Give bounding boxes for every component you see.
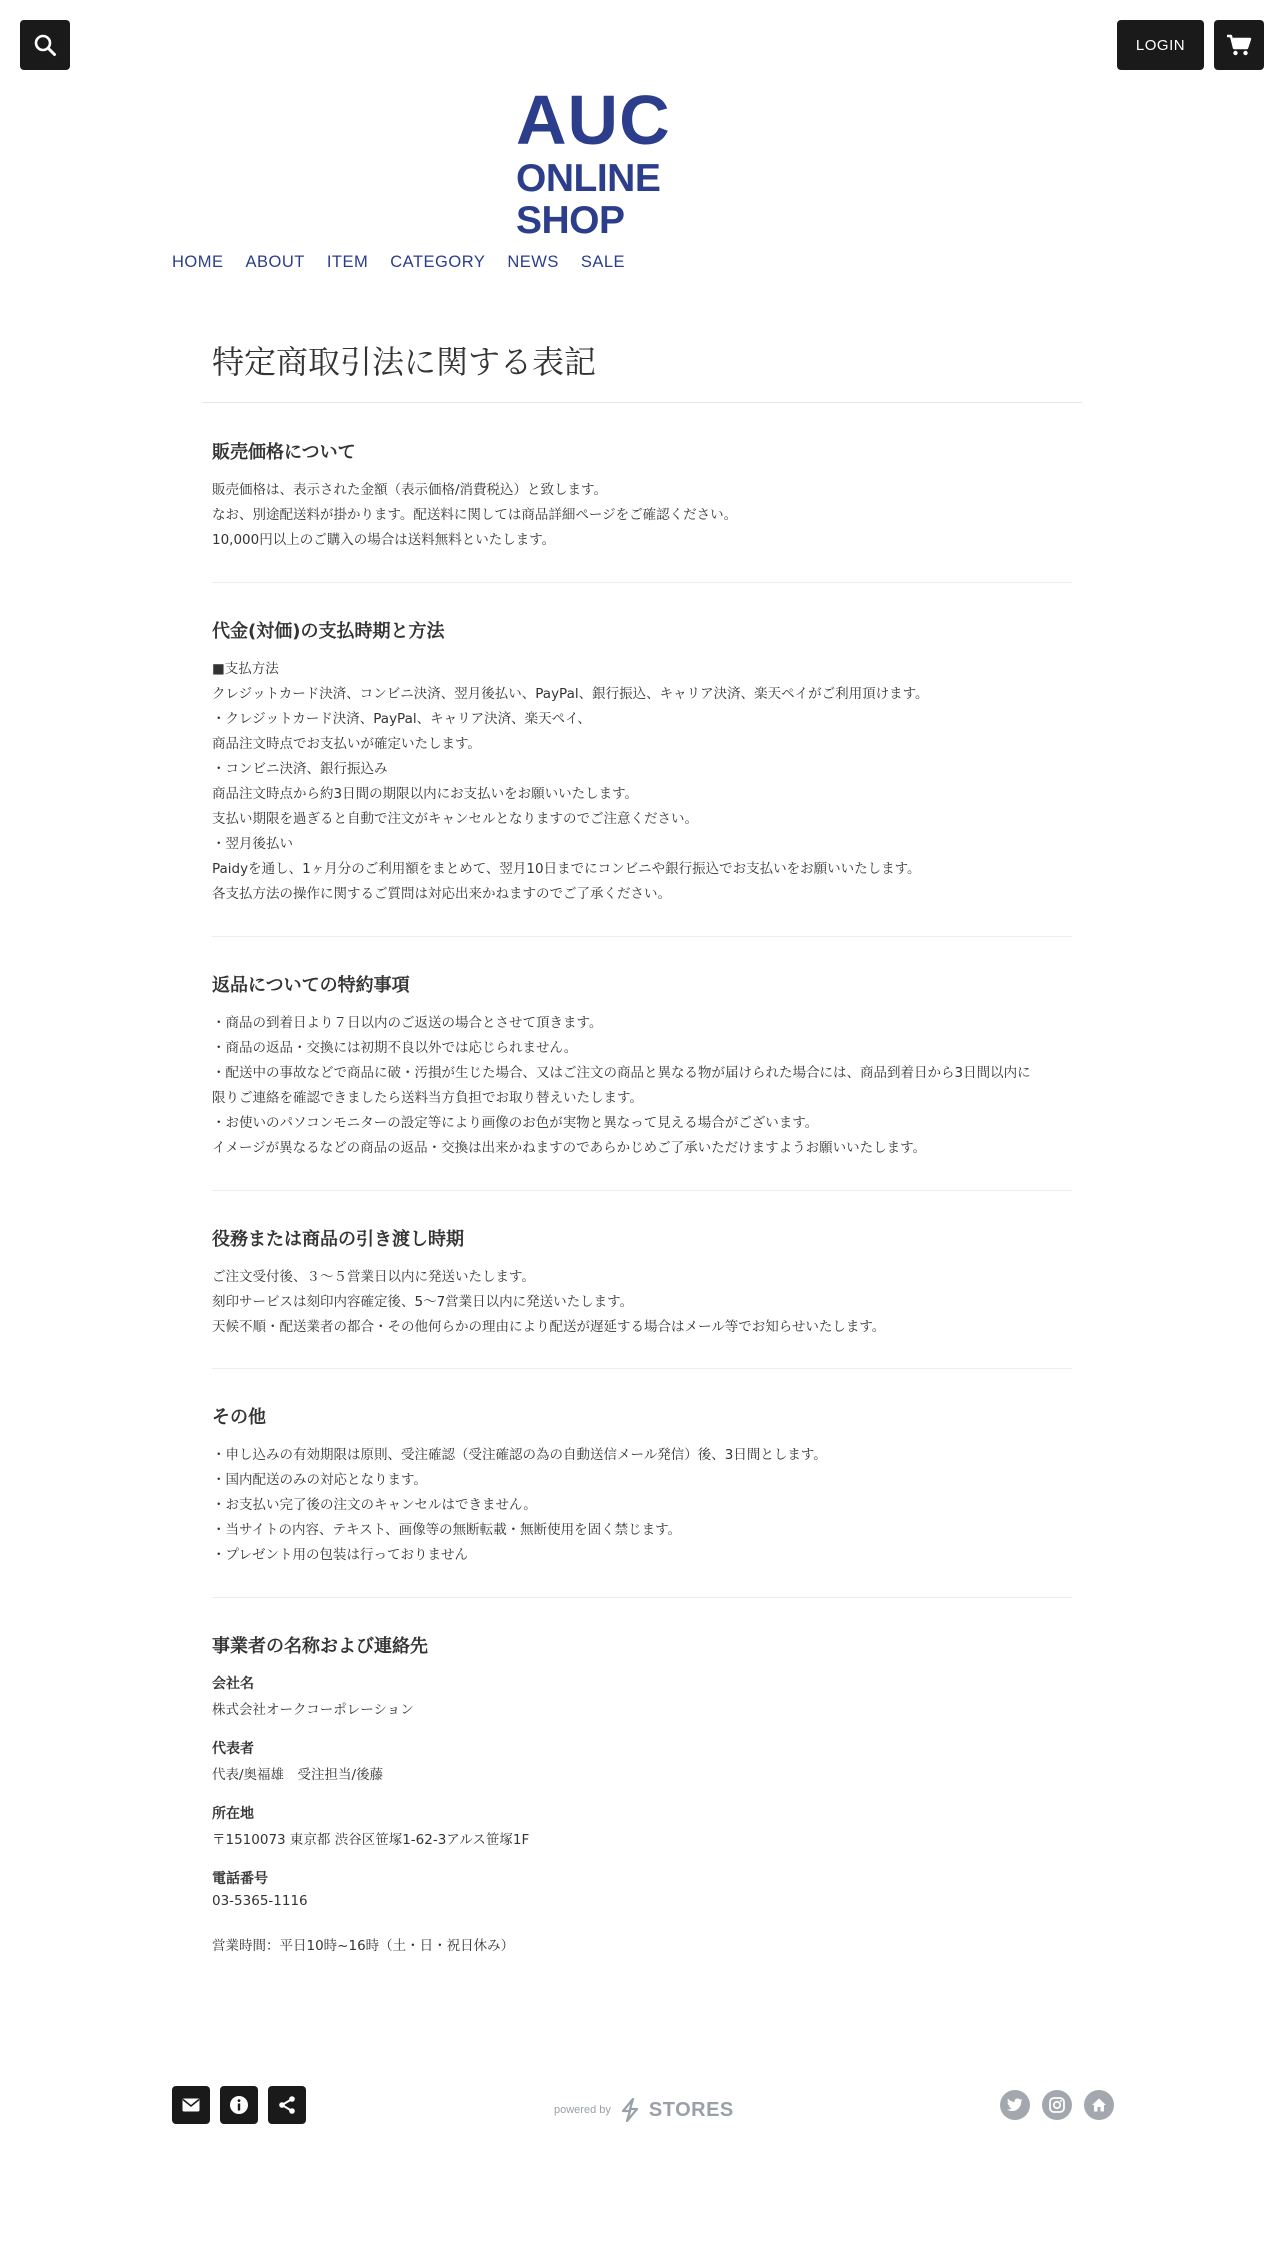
section-heading: 返品についての特約事項 (212, 975, 410, 996)
page-title: 特定商取引法に関する表記 (212, 343, 597, 381)
title-divider (202, 402, 1082, 403)
section-line: ・お支払い完了後の注文のキャンセルはできません。 (212, 1497, 537, 1513)
section-line: ・配送中の事故などで商品に破・汚損が生じた場合、又はご注文の商品と異なる物が届けられた場合には、商品到着日から3日間以内に (212, 1065, 1031, 1081)
section-line: ・お使いのパソコンモニターの設定等により画像のお色が実物と異なって見える場合がございます。 (212, 1115, 819, 1131)
info-icon (229, 2095, 249, 2115)
stores-brand: STORES (648, 2098, 734, 2121)
section-line: ・商品の到着日より７日以内のご返送の場合とさせて頂きます。 (212, 1015, 603, 1031)
section-line: ■支払方法 (212, 661, 279, 677)
phone-label: 電話番号 (212, 1871, 268, 1887)
nav-item[interactable]: ITEM (326, 253, 369, 271)
home-link[interactable] (1084, 2090, 1114, 2120)
shop-logo[interactable] (516, 81, 776, 242)
mail-button[interactable] (172, 2086, 210, 2124)
section-line: 販売価格は、表示された金額（表示価格/消費税込）と致します。 (212, 482, 607, 498)
section-line: クレジットカード決済、コンビニ決済、翌月後払い、PayPal、銀行振込、キャリア決済、楽天ペイがご利用頂けます。 (212, 686, 929, 702)
representative-value: 代表/奥福雄 受注担当/後藤 (212, 1767, 384, 1783)
address-value: 〒1510073 東京都 渋谷区笹塚1-62-3アルス笹塚1F (212, 1832, 530, 1848)
section-line: イメージが異なるなどの商品の返品・交換は出来かねますのであらかじめご了承いただけますようお願いいたします。 (212, 1140, 927, 1156)
section-line: 限りご連絡を確認できましたら送料当方負担でお取り替えいたします。 (212, 1090, 643, 1106)
stores-logo-icon (619, 2097, 641, 2123)
business-hours: 営業時間：平日10時~16時（土・日・祝日休み） (212, 1938, 515, 1954)
section-line: 刻印サービスは刻印内容確定後、5～7営業日以内に発送いたします。 (212, 1294, 634, 1310)
section-line: ・クレジットカード決済、PayPal、キャリア決済、楽天ペイ、 (212, 711, 591, 727)
section-line: ご注文受付後、３～５営業日以内に発送いたします。 (212, 1269, 535, 1285)
nav-home[interactable]: HOME (172, 253, 224, 271)
cart-icon (1226, 33, 1252, 57)
login-button[interactable]: LOGIN (1117, 20, 1204, 70)
nav-sale[interactable]: SALE (580, 253, 626, 271)
powered-by-label: powered by (554, 2104, 611, 2116)
section-line: なお、別途配送料が掛かります。配送料に関しては商品詳細ページをご確認ください。 (212, 507, 738, 523)
phone-value: 03-5365-1116 (212, 1893, 308, 1909)
section-divider (212, 936, 1072, 937)
address-label: 所在地 (212, 1806, 254, 1822)
section-line: ・プレゼント用の包装は行っておりません (212, 1547, 468, 1563)
section-body (212, 657, 929, 907)
logo-line2: ONLINE SHOP (516, 157, 661, 242)
section-body (212, 1265, 885, 1340)
section-heading: 代金(対価)の支払時期と方法 (212, 621, 445, 642)
section-body (212, 1011, 1031, 1161)
company-label: 会社名 (212, 1676, 254, 1692)
section-heading: 販売価格について (212, 442, 356, 463)
nav-news[interactable]: NEWS (507, 253, 559, 271)
instagram-link[interactable] (1042, 2090, 1072, 2120)
section-line: 商品注文時点でお支払いが確定いたします。 (212, 736, 481, 752)
contact-heading: 事業者の名称および連絡先 (212, 1636, 428, 1657)
section-divider (212, 1597, 1072, 1598)
section-line: ・当サイトの内容、テキスト、画像等の無断転載・無断使用を固く禁じます。 (212, 1522, 681, 1538)
powered-by-stores[interactable] (554, 2097, 734, 2123)
section-body (212, 1443, 827, 1568)
section-line: 10,000円以上のご購入の場合は送料無料といたします。 (212, 532, 556, 548)
section-line: ・商品の返品・交換には初期不良以外では応じられません。 (212, 1040, 578, 1056)
section-line: ・国内配送のみの対応となります。 (212, 1472, 427, 1488)
mail-icon (182, 2098, 200, 2112)
main-nav (172, 253, 625, 272)
instagram-icon (1049, 2097, 1065, 2113)
info-button[interactable] (220, 2086, 258, 2124)
section-line: 天候不順・配送業者の都合・その他何らかの理由により配送が遅延する場合はメール等でお知らせいたします。 (212, 1319, 886, 1335)
share-button[interactable] (268, 2086, 306, 2124)
nav-about[interactable]: ABOUT (245, 253, 305, 271)
section-line: ・翌月後払い (212, 836, 293, 852)
cart-button[interactable] (1214, 20, 1264, 70)
section-line: ・申し込みの有効期限は原則、受注確認（受注確認の為の自動送信メール発信）後、3日間とします。 (212, 1447, 827, 1463)
logo-line1: AUC (516, 81, 671, 159)
section-line: 各支払方法の操作に関するご質問は対応出来かねますのでご了承ください。 (212, 886, 671, 902)
twitter-icon (1007, 2098, 1023, 2112)
section-line: ・コンビニ決済、銀行振込み (212, 761, 388, 777)
section-divider (212, 1368, 1072, 1369)
company-value: 株式会社オークコーポレーション (212, 1702, 414, 1718)
twitter-link[interactable] (1000, 2090, 1030, 2120)
share-icon (277, 2095, 297, 2115)
representative-label: 代表者 (212, 1741, 254, 1757)
section-line: 支払い期限を過ぎると自動で注文がキャンセルとなりますのでご注意ください。 (212, 811, 698, 827)
section-heading: その他 (212, 1407, 266, 1428)
home-icon (1091, 2097, 1107, 2113)
section-heading: 役務または商品の引き渡し時期 (212, 1229, 464, 1250)
section-line: 商品注文時点から約3日間の期限以内にお支払いをお願いいたします。 (212, 786, 639, 802)
section-divider (212, 582, 1072, 583)
search-icon (33, 33, 57, 57)
section-line: Paidyを通し、1ヶ月分のご利用額をまとめて、翌月10日までにコンビニや銀行振込でお支払いをお願いいたします。 (212, 861, 921, 877)
search-button[interactable] (20, 20, 70, 70)
section-body (212, 478, 737, 553)
nav-category[interactable]: CATEGORY (390, 253, 486, 271)
section-divider (212, 1190, 1072, 1191)
